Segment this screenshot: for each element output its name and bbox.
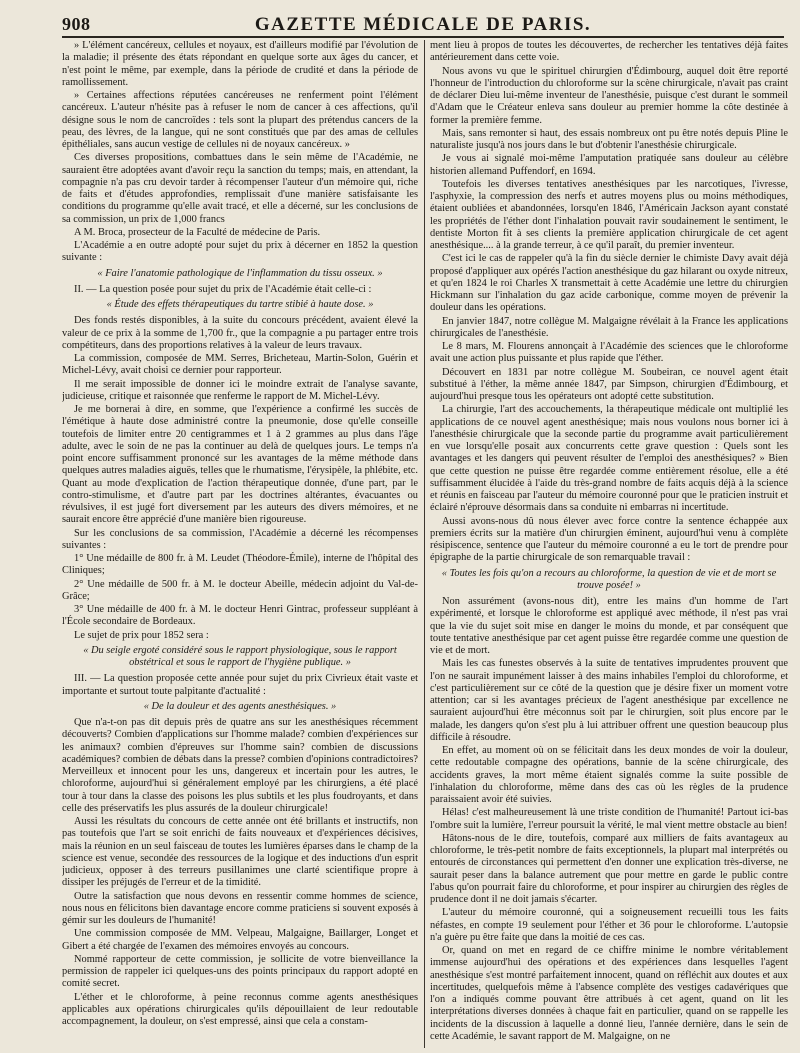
left-paragraph: Ces diverses propositions, combattues dans le sein même de l'Académie, ne sauraient être adoptées avant d'avoir reçu la sanction du temps; mais, en attendant, la compagnie n'a pas cru devoir tarder à récompenser l'auteur d'un mémoire qui, riche de faits et d'études approfondies, remplissait d'une manière satisfaisante les conditions du programme qu'elle avait tracé, et elle a décerné, sur les conclusions de sa commission, un prix de 1,000 francs (62, 152, 418, 225)
right-paragraph: Hélas! c'est malheureusement là une triste condition de l'humanité! Partout ici-bas l'ombre suit la lumière, l'erreur poursuit la vérité, le mal vient mettre obstacle au bien! (430, 807, 788, 831)
page-header (62, 10, 784, 38)
journal-title: GAZETTE MÉDICALE DE PARIS. (254, 14, 592, 35)
article-columns (62, 40, 790, 1048)
left-paragraph: « Étude des effets thérapeutiques du tartre stibié à haute dose. » (106, 299, 374, 310)
left-paragraph: Que n'a-t-on pas dit depuis près de quatre ans sur les anesthésiques récemment découverts? Combien d'applications sur l'homme malade? combien d'expériences sur les animaux? combien d'épreuves sur l'homme sain? combien de discussions académiques? combien de débats dans la presse? combien d'opinions contradictoires? Merveilleux et innocent pour les uns, dangereux et incertain pour les autres, le chloroforme, aujourd'hui si généralement employé par les chirurgiens, a été placé tour à tour dans la classe des poisons les plus subtils et les plus foudroyants, et dans celle des préservatifs les plus assurés de la douleur chirurgicale! (62, 717, 418, 814)
right-paragraph: Hâtons-nous de le dire, toutefois, comparé aux milliers de faits avantageux au chloroforme, le très-petit nombre de faits exceptionnels, la plupart mal interprétés ou entourés de circonstances qui permettent d'en donner une explication très-diverse, ne saurait peser dans la balance autrement que pour mettre en garde le public contre l'abus qu'on pourrait faire du chloroforme, et pour inspirer au chirurgien des règles de prudence dont il ne doit jamais s'écarter. (430, 832, 788, 905)
right-paragraph: Or, quand on met en regard de ce chiffre minime le nombre véritablement immense aujourd'hui des opérations et des expériences dans lesquelles l'agent anesthésique s'est montré parfaitement innocent, quand on réfléchit aux doutes et aux incertitudes, quelquefois même à l'absence complète des vestiges cadavériques que l'on a indiqués comme pouvant être attribués à cet agent, quand on lit les interprétations diverses données à chaque fait en particulier, quand on se rappelle les incidents de la discussion à laquelle a donné lieu, l'année dernière, dans le sein de cette Académie, le savant rapport de M. Malgaigne, on ne (430, 945, 788, 1042)
left-paragraph: Le sujet de prix pour 1852 sera : (74, 629, 209, 641)
right-paragraph: L'auteur du mémoire couronné, qui a soigneusement recueilli tous les faits néfastes, en compte 19 seulement pour l'éther et 36 pour le chloroforme. L'autopsie n'a guère pu être faite que dans la moitié de ces cas. (430, 907, 788, 943)
page-number: 908 (62, 14, 91, 34)
left-paragraph: Outre la satisfaction que nous devons en ressentir comme hommes de science, nous nous en félicitons bien davantage encore comme praticiens si souvent exposés à gémir sur les douleurs de l'humanité! (62, 890, 418, 926)
left-paragraph: « Du seigle ergoté considéré sous le rapport physiologique, sous le rapport obstétrical et sous le rapport de l'hygiène publique. » (83, 644, 397, 668)
left-paragraph: III. — La question proposée cette année pour sujet du prix Civrieux était vaste et importante et surtout toute palpitante d'actualité : (62, 673, 418, 697)
left-paragraph: « De la douleur et des agents anesthésiques. » (143, 700, 337, 712)
left-paragraph: » Certaines affections réputées cancéreuses ne renferment point l'élément cancéreux. L'auteur n'hésite pas à refuser le nom de cancer à ces affections, qu'il désigne sous le nom de cancroïdes : tels sont la plupart des prétendus cancers de la peau, des lèvres, de la langue, qui ne sont constitués que par des amas de cellules épithéliales, sans aucun vestige de cellules ni de noyaux cancéreux. » (62, 90, 418, 150)
left-paragraph: » L'élément cancéreux, cellules et noyaux, est d'ailleurs modifié par l'évolution de la maladie; il présente des états répondant en quelque sorte aux âges du cancer, et n'est point le même, par exemple, dans la période de crudité et dans la période de ramollissement. (62, 40, 418, 88)
left-paragraph: Nommé rapporteur de cette commission, je sollicite de votre bienveillance la permission de rappeler ici quelques-uns des points principaux du rapport adopté en comité secret. (62, 953, 418, 990)
right-paragraph: Le 8 mars, M. Flourens annonçait à l'Académie des sciences que le chloroforme avait une action plus puissante et plus rapide que l'éther. (430, 341, 788, 365)
left-paragraph: Il me serait impossible de donner ici le moindre extrait de l'analyse savante, judicieuse, critique et raisonnée que renferme le rapport de M. Michel-Lévy. (62, 378, 418, 402)
right-paragraph: En effet, au moment où on se félicitait dans les deux mondes de voir la douleur, cette redoutable compagne des opérations, bannie de la scène chirurgicale, des accidents graves, la mort même étaient signalés comme la suite possible de l'inhalation du chloroforme, même dans des cas où les règles de la prudence paraissaient avoir été suivies. (430, 745, 788, 805)
right-paragraph: Mais les cas funestes observés à la suite de tentatives imprudentes prouvent que l'on ne saurait impunément laisser à des mains inhabiles l'emploi du chloroforme, et c'est particulièrement sur ce côté de la question que je désire fixer un moment votre attention; car si les avantages précieux de l'agent anesthésique par excellence ne sauraient aujourd'hui être méconnus soit par le chirurgien, soit plus encore par le malade, les dangers qu'on s'est plu à lui attribuer offrent une question beaucoup plus difficile à résoudre. (430, 658, 788, 743)
left-paragraph: L'Académie a en outre adopté pour sujet du prix à décerner en 1852 la question suivante : (62, 240, 418, 264)
right-paragraph: Toutefois les diverses tentatives anesthésiques par les narcotiques, l'ivresse, l'asphyxie, la compression des nerfs et autres moyens plus ou moins méthodiques, étaient oubliées et abandonnées, lorsqu'en 1846, l'Américain Jackson ayant constaté les propriétés de l'éther dont l'inhalation pouvait ravir soudainement le sentiment, le dentiste Morton fit à ses clients la première application chirurgicale de cet agent anesthésique.... à la grande terreur, à ce qu'il paraît, du premier inventeur. (430, 178, 788, 251)
left-paragraph: L'éther et le chloroforme, à peine reconnus comme agents anesthésiques applicables aux opérations chirurgicales qu'ils dépouillaient de leur redoutable accompagnement, la douleur, on s'est empressé, ainsi que cela a constam- (62, 991, 418, 1027)
right-paragraph: Découvert en 1831 par notre collègue M. Soubeiran, ce nouvel agent était substitué à l'éther, la même année 1847, par Simpson, chirurgien d'Édimbourg, et aujourd'hui presque tous les opérateurs ont adopté cette substitution. (430, 366, 788, 402)
right-column (430, 40, 788, 1048)
left-paragraph: Une commission composée de MM. Velpeau, Malgaigne, Baillarger, Longet et Gibert a été chargée de l'examen des mémoires envoyés au concours. (62, 928, 418, 952)
left-paragraph: La commission, composée de MM. Serres, Bricheteau, Martin-Solon, Guérin et Michel-Lévy, avait choisi ce dernier pour rapporteur. (62, 353, 418, 377)
right-paragraph: ment lieu à propos de toutes les découvertes, de rechercher les tentatives déjà faites antérieurement dans cette voie. (430, 40, 788, 64)
right-paragraph: La chirurgie, l'art des accouchements, la thérapeutique médicale ont multiplié les applications de ce nouvel agent anesthésique; mais nous voulons nous borner ici à l'anesthésie chirurgicale que la seconde partie du programme avait particulièrement en vue lorsqu'elle posait aux concurrents cette grave question : Quels sont les avantages et les dangers qui peuvent résulter de l'emploi des anesthésiques? » Bien que cette question ne puisse être regardée comme entièrement résolue, elle a été suffisamment élucidée à l'aide du très-grand nombre de faits acquis déjà à la science et réunis en faisceau par l'auteur du mémoire couronné pour que le praticien instruit et éclairé n'éprouve désormais dans sa conduite ni embarras ni incertitude. (430, 404, 788, 514)
column-rule (424, 40, 425, 1048)
left-paragraph: Aussi les résultats du concours de cette année ont été brillants et instructifs, non pas toutefois que l'art se soit enrichi de faits nouveaux et d'expériences décisives, mais la réunion en un seul faisceau de toutes les lumières éparses dans le champ de la science est venue, secondée des ressources de la logique et des inductions d'un esprit judicieux, opposer à des terreurs pusillanimes une clarté scientifique propre à dissiper les préjugés de l'erreur et de la timidité. (62, 816, 418, 889)
left-paragraph: Sur les conclusions de sa commission, l'Académie a décerné les récompenses suivantes : (62, 527, 418, 551)
left-column (62, 40, 418, 1048)
right-paragraph: C'est ici le cas de rappeler qu'à la fin du siècle dernier le chimiste Davy avait déjà proposé d'appliquer aux opérés l'action anesthésique du gaz hilarant ou oxyde nitreux, et qu'en 1824 le roi Charles X transmettait à cette Académie une lettre du chirurgien Hickmann sur l'inhalation du gaz acide carbonique, comme moyen de prévenir la douleur dans les opérations. (430, 253, 788, 314)
right-paragraph: Mais, sans remonter si haut, des essais nombreux ont pu être notés depuis Pline le naturaliste jusqu'à nos jours dans le but d'obtenir l'anesthésie chirurgicale. (430, 127, 788, 151)
left-paragraph: « Faire l'anatomie pathologique de l'inflammation du tissu osseux. » (97, 267, 383, 279)
left-paragraph: Je me bornerai à dire, en somme, que l'expérience a confirmé les succès de l'émétique à haute dose administré contre la pneumonie, dose qu'elle conseille toutefois de limiter entre 20 centigrammes et 1 à 2 grammes au plus dans l'âge adulte, avec le soin de ne pas la continuer au delà de quelques jours. Le temps n'a point encore suffisamment prononcé sur les avantages de la même méthode dans quelques autres maladies aiguës, telles que le rhumatisme, l'érysipèle, la phlébite, etc. Quant au mode d'explication de l'action thérapeutique donnée, d'une part, par le contro-stimulisme, et d'autre part par les doctrines altérantes, évacuantes ou révulsives, il est jugé fort diversement par les auteurs des divers mémoires, et ne saurait encore être apprécié d'une manière bien rigoureuse. (62, 404, 418, 526)
right-paragraph: En janvier 1847, notre collègue M. Malgaigne révélait à la France les applications chirurgicales de l'anesthésie. (430, 315, 788, 339)
right-paragraph: Non assurément (avons-nous dit), entre les mains d'un homme de l'art expérimenté, et lorsque le chloroforme est appliqué avec méthode, il n'est pas vrai que la vie du sujet soit mise en danger le moins du monde, et par conséquent que toute tentative anesthésique par cet agent puisse être regardée comme une question de vie et de mort. (430, 596, 788, 656)
left-paragraph: A M. Broca, prosecteur de la Faculté de médecine de Paris. (74, 226, 321, 238)
left-paragraph: 2° Une médaille de 500 fr. à M. le docteur Abeille, médecin adjoint du Val-de-Grâce; (62, 578, 418, 602)
right-paragraph: « Toutes les fois qu'on a recours au chloroforme, la question de vie et de mort se trouve posée! » (441, 567, 777, 591)
left-paragraph: 1° Une médaille de 800 fr. à M. Leudet (Théodore-Émile), interne de l'hôpital des Cliniques; (62, 553, 418, 577)
left-paragraph: Des fonds restés disponibles, à la suite du concours précédent, avaient élevé la valeur de ce prix à la somme de 1,700 fr., que la compagnie a pu partager entre trois compétiteurs, dans des proportions relatives à la valeur de leurs travaux. (62, 315, 418, 351)
right-paragraph: Aussi avons-nous dû nous élever avec force contre la sentence échappée aux premiers écrits sur la matière d'un chirurgien éminent, aujourd'hui venu à complète résipiscence, sentence que l'auteur du mémoire couronné a eu le tort de prendre pour épigraphe de la partie chirurgicale de son remarquable travail : (430, 515, 788, 564)
left-paragraph: II. — La question posée pour sujet du prix de l'Académie était celle-ci : (74, 283, 372, 295)
right-paragraph: Nous avons vu que le spirituel chirurgien d'Édimbourg, auquel doit être reporté l'honneur de l'introduction du chloroforme sur la scène chirurgicale, n'avait pas craint de déclarer Dieu lui-même inventeur de l'anesthésie, puisque c'est durant le sommeil d'Adam que le Créateur enleva sans douleur au premier homme la côte destinée à former la première femme. (430, 65, 788, 126)
left-paragraph: 3° Une médaille de 400 fr. à M. le docteur Henri Gintrac, professeur suppléant à l'École secondaire de Bordeaux. (62, 604, 418, 628)
right-paragraph: Je vous ai signalé moi-même l'amputation pratiquée sans douleur au célèbre historien allemand Puffendorf, en 1694. (430, 153, 788, 177)
